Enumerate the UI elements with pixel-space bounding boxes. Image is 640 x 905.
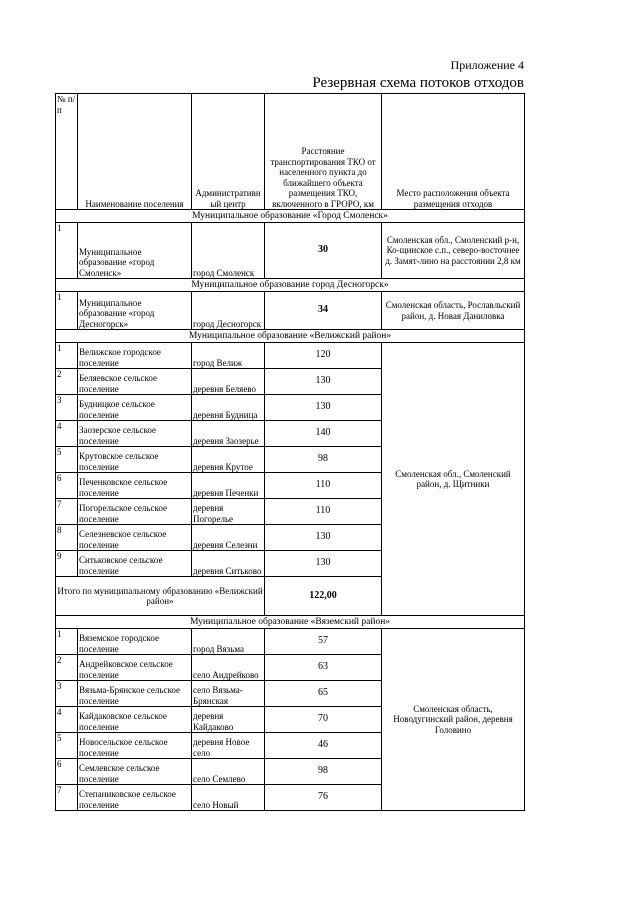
admin-center: деревня Ситьково (192, 551, 265, 577)
row-number: 5 (56, 733, 78, 759)
admin-center: деревня Погорелье (192, 499, 265, 525)
distance-value: 110 (265, 473, 382, 499)
column-header-admin-center: Административный центр (192, 94, 265, 210)
admin-center: село Вязьма-Брянская (192, 681, 265, 707)
section-title: Муниципальное образование город Десногорск» (56, 279, 525, 292)
distance-value: 46 (265, 733, 382, 759)
distance-value: 130 (265, 551, 382, 577)
settlement-name: Заозерское сельское поселение (78, 421, 192, 447)
settlement-name: Велижское городское поселение (78, 343, 192, 369)
admin-center: село Новый (192, 785, 265, 811)
table-row (56, 292, 525, 330)
row-number: 2 (56, 369, 78, 395)
row-number: 1 (56, 343, 78, 369)
settlement-name: Погорельское сельское поселение (78, 499, 192, 525)
disposal-location: Смоленская обл., Смоленский район, д. Щитники (382, 343, 525, 616)
admin-center: деревня Печенки (192, 473, 265, 499)
admin-center: деревня Крутое (192, 447, 265, 473)
section-header-row (56, 210, 525, 223)
section-title: Муниципальное образование «Вяземский район» (56, 616, 525, 629)
admin-center: деревня Селезни (192, 525, 265, 551)
distance-value: 110 (265, 499, 382, 525)
admin-center: деревня Заозерье (192, 421, 265, 447)
distance-value: 30 (265, 223, 382, 279)
column-header-distance: Расстояние транспортирования ТКО от населенного пункта до ближайшего объекта размещения ТКО, включенного в ГРОРО, км (265, 94, 382, 210)
admin-center: деревня Новое село (192, 733, 265, 759)
table-header-row (56, 94, 525, 210)
disposal-location: Смоленская область, Рославльский район, д. Новая Даниловка (382, 292, 525, 330)
distance-value: 98 (265, 447, 382, 473)
settlement-name: Муниципальное образование «город Смоленск» (78, 223, 192, 279)
appendix-label: Приложение 4 (450, 58, 524, 72)
section-header-row (56, 330, 525, 343)
distance-value: 140 (265, 421, 382, 447)
row-number: 1 (56, 629, 78, 655)
row-number: 1 (56, 223, 78, 279)
total-label: Итого по муниципальному образованию «Велижский район» (56, 577, 265, 616)
admin-center: город Вязьма (192, 629, 265, 655)
distance-value: 34 (265, 292, 382, 330)
settlement-name: Селезневское сельское поселение (78, 525, 192, 551)
disposal-location: Смоленская обл., Смоленский р-н, Ко-щинское с.п., северо-восточнее д. Замят-лино на расстоянии 2,8 км (382, 223, 525, 279)
row-number: 7 (56, 785, 78, 811)
total-value: 122,00 (265, 577, 382, 616)
disposal-location: Смоленская область, Новодугинский район, деревня Головино (382, 629, 525, 811)
row-number: 6 (56, 473, 78, 499)
row-number: 2 (56, 655, 78, 681)
distance-value: 130 (265, 369, 382, 395)
admin-center: деревня Кайдаково (192, 707, 265, 733)
row-number: 4 (56, 707, 78, 733)
table-row (56, 629, 525, 655)
row-number: 6 (56, 759, 78, 785)
row-number: 7 (56, 499, 78, 525)
settlement-name: Семлевское сельское поселение (78, 759, 192, 785)
admin-center: деревня Беляево (192, 369, 265, 395)
settlement-name: Печенковское сельское поселение (78, 473, 192, 499)
row-number: 5 (56, 447, 78, 473)
distance-value: 57 (265, 629, 382, 655)
settlement-name: Вязьма-Брянское сельское поселение (78, 681, 192, 707)
distance-value: 76 (265, 785, 382, 811)
row-number: 4 (56, 421, 78, 447)
settlement-name: Муниципальное образование «город Десногорск» (78, 292, 192, 330)
document-title: Резервная схема потоков отходов (312, 75, 524, 91)
settlement-name: Новосельское сельское поселение (78, 733, 192, 759)
section-header-row (56, 616, 525, 629)
column-header-number: № п/п (56, 94, 78, 210)
column-header-location: Место расположения объекта размещения отходов (382, 94, 525, 210)
admin-center: город Смоленск (192, 223, 265, 279)
settlement-name: Крутовское сельское поселение (78, 447, 192, 473)
table-row (56, 223, 525, 279)
admin-center: село Андрейково (192, 655, 265, 681)
row-number: 9 (56, 551, 78, 577)
table-row (56, 343, 525, 369)
section-title: Муниципальное образование «Велижский район» (56, 330, 525, 343)
distance-value: 130 (265, 395, 382, 421)
settlement-name: Кайдаковское сельское поселение (78, 707, 192, 733)
distance-value: 130 (265, 525, 382, 551)
distance-value: 98 (265, 759, 382, 785)
column-header-settlement: Наименование поселения (78, 94, 192, 210)
section-title: Муниципальное образование «Город Смоленск» (56, 210, 525, 223)
distance-value: 63 (265, 655, 382, 681)
admin-center: деревня Будница (192, 395, 265, 421)
admin-center: город Десногорск (192, 292, 265, 330)
row-number: 8 (56, 525, 78, 551)
row-number: 1 (56, 292, 78, 330)
settlement-name: Степаниковское сельское поселение (78, 785, 192, 811)
distance-value: 120 (265, 343, 382, 369)
distance-value: 65 (265, 681, 382, 707)
admin-center: город Велиж (192, 343, 265, 369)
section-header-row (56, 279, 525, 292)
settlement-name: Ситьковское сельское поселение (78, 551, 192, 577)
settlement-name: Вяземское городское поселение (78, 629, 192, 655)
row-number: 3 (56, 395, 78, 421)
distance-value: 70 (265, 707, 382, 733)
settlement-name: Будницкое сельское поселение (78, 395, 192, 421)
row-number: 3 (56, 681, 78, 707)
waste-flow-table (55, 93, 525, 811)
admin-center: село Семлево (192, 759, 265, 785)
settlement-name: Беляевское сельское поселение (78, 369, 192, 395)
settlement-name: Андрейковское сельское поселение (78, 655, 192, 681)
